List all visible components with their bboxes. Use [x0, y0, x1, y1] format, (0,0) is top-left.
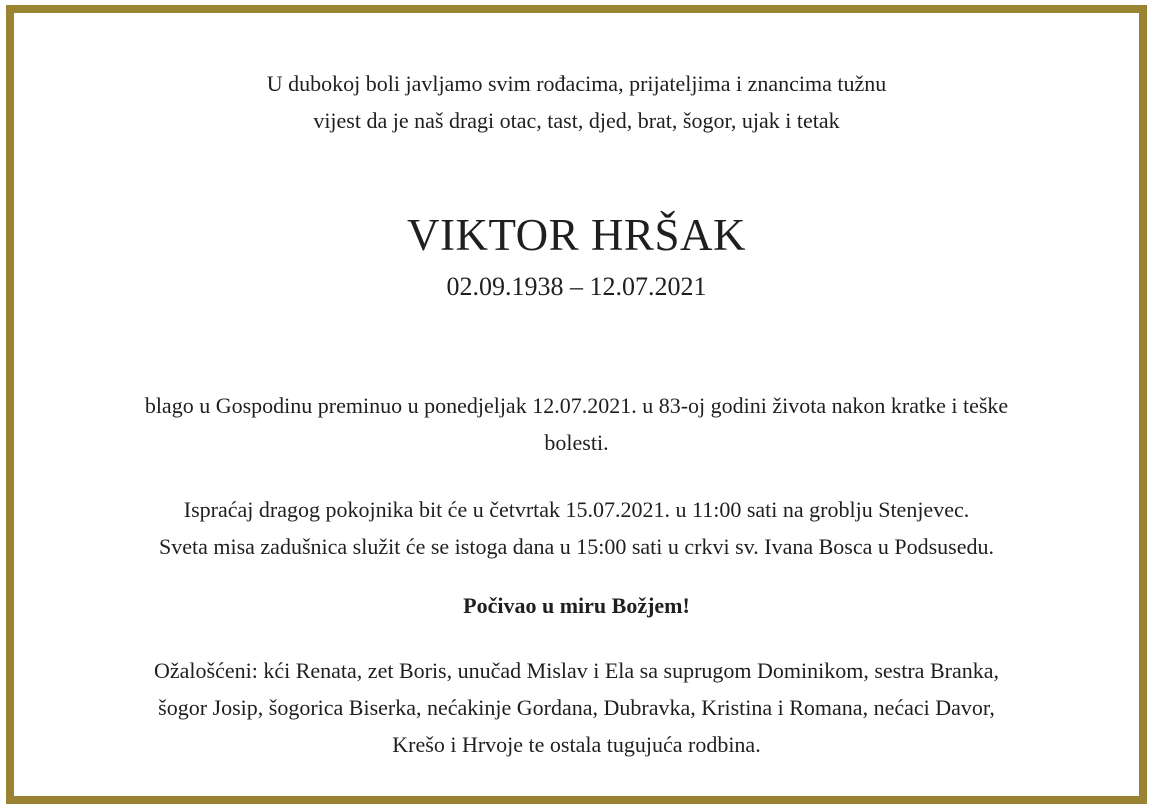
intro-line-1: U dubokoj boli javljamo svim rođacima, prijateljima i znancima tužnu — [266, 71, 887, 96]
mourners-line-2: šogor Josip, šogorica Biserka, nećakinje Gordana, Dubravka, Kristina i Romana, nećaci Davor, — [158, 695, 995, 720]
intro-paragraph — [14, 65, 1139, 139]
rest-in-peace-line: Počivao u miru Božjem! — [463, 593, 690, 618]
deceased-name: VIKTOR HRŠAK — [407, 210, 746, 260]
mourners-paragraph — [14, 652, 1139, 763]
funeral-info-line-2: Sveta misa zadušnica služit će se istoga dana u 15:00 sati u crkvi sv. Ivana Bosca u Podsusedu. — [158, 534, 994, 559]
death-notice-line-2: bolesti. — [544, 430, 609, 455]
mourners-line-3: Krešo i Hrvoje te ostala tugujuća rodbina. — [392, 732, 761, 757]
intro-line-2: vijest da je naš dragi otac, tast, djed, brat, šogor, ujak i tetak — [313, 108, 840, 133]
death-notice-line-1: blago u Gospodinu preminuo u ponedjeljak 12.07.2021. u 83-oj godini života nakon kratke i teške — [144, 393, 1009, 418]
death-notice-paragraph — [14, 387, 1139, 461]
funeral-info-paragraph — [14, 491, 1139, 565]
mourners-line-1: Ožalošćeni: kći Renata, zet Boris, unučad Mislav i Ela sa suprugom Dominikom, sestra Branka, — [154, 658, 999, 683]
life-dates: 02.09.1938 – 12.07.2021 — [446, 272, 707, 301]
gold-border-frame — [6, 5, 1147, 804]
funeral-info-line-1: Ispraćaj dragog pokojnika bit će u četvrtak 15.07.2021. u 11:00 sati na groblju Stenjevec. — [183, 497, 970, 522]
obituary-content — [14, 13, 1139, 763]
